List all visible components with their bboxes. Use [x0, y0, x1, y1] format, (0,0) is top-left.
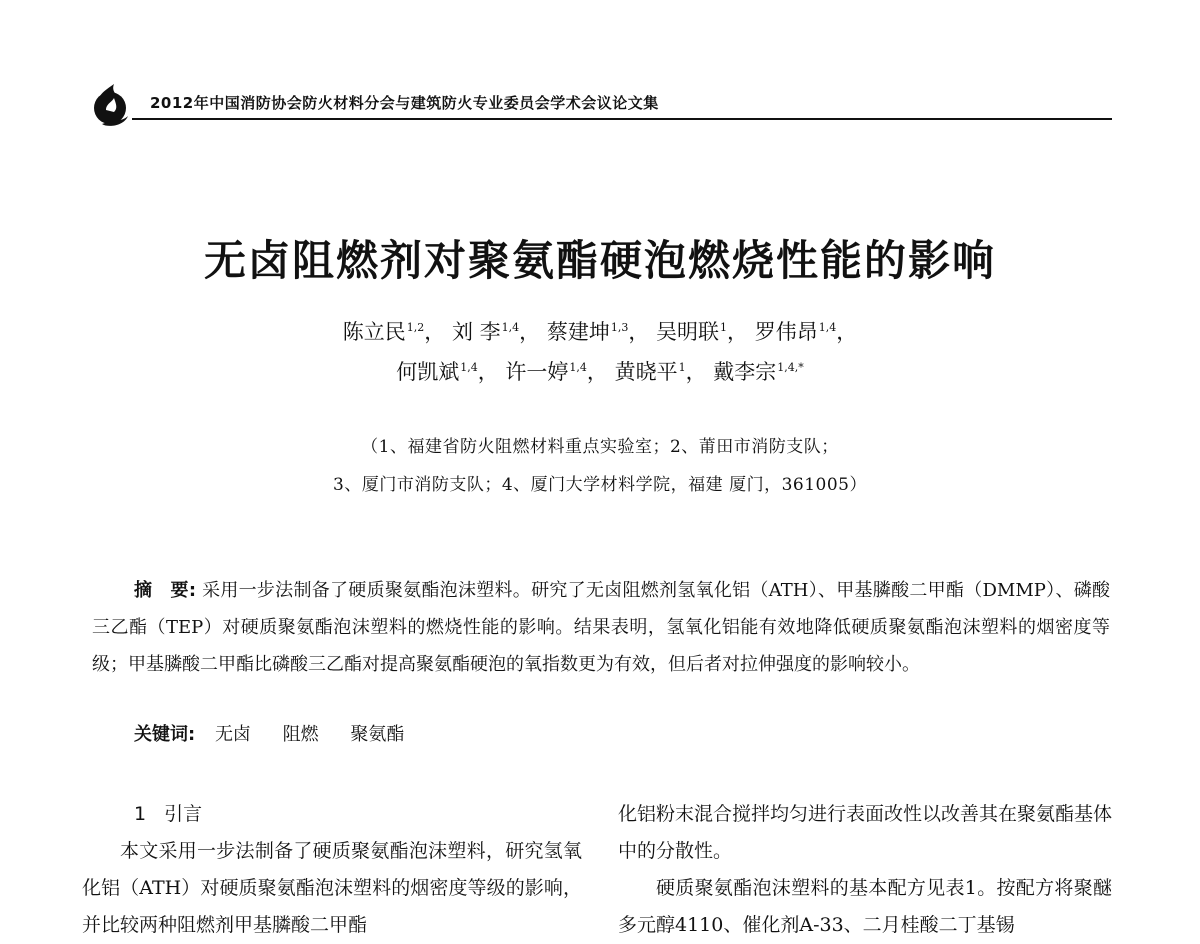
author-name: 何凯斌	[396, 360, 460, 384]
abstract-label: 摘 要:	[134, 580, 197, 601]
author-name: 刘 李	[451, 320, 501, 344]
author-line-2: 何凯斌$^{1,4}$， 许一婷$^{1,4}$， 黄晓平$^1$， 戴李宗$^{1,4,*}$	[396, 360, 804, 384]
affiliation-line-1: （1、福建省防火阻燃材料重点实验室；2、莆田市消防支队；	[361, 437, 839, 457]
author-affil-sup: 1	[720, 321, 728, 334]
author-affil-sup: 1,4,*	[777, 361, 804, 374]
author-affil-sup: 1	[678, 361, 686, 374]
author-affil-sup: 1,3	[610, 321, 629, 334]
intro-paragraph-right-2: 硬质聚氨酯泡沫塑料的基本配方见表1。按配方将聚醚多元醇4110、催化剂A-33、二月桂酸二丁基锡	[618, 877, 1112, 936]
abstract-text: 采用一步法制备了硬质聚氨酯泡沫塑料。研究了无卤阻燃剂氢氧化铝（ATH）、甲基膦酸二甲酯（DMMP）、磷酸三乙酯（TEP）对硬质聚氨酯泡沫塑料的燃烧性能的影响。结果表明，氢氧化铝能有效地降低硬质聚氨酯泡沫塑料的烟密度等级；甲基膦酸二甲酯比磷酸三乙酯对提高聚氨酯硬泡的氧指数更为有效，但后者对拉伸强度的影响较小。	[92, 580, 1111, 675]
flame-logo-icon	[88, 80, 132, 128]
author-name: 黄晓平	[614, 360, 678, 384]
keywords-label: 关键词:	[134, 724, 196, 745]
author-affil-sup: 1,2	[406, 321, 425, 334]
author-affil-sup: 1,4	[818, 321, 837, 334]
author-affil-sup: 1,4	[501, 321, 520, 334]
body-column-left	[82, 796, 582, 944]
intro-paragraph-left: 本文采用一步法制备了硬质聚氨酯泡沫塑料，研究氢氧化铝（ATH）对硬质聚氨酯泡沫塑料的烟密度等级的影响，并比较两种阻燃剂甲基膦酸二甲酯	[82, 840, 582, 936]
author-line-1: 陈立民$^{1,2}$， 刘 李$^{1,4}$， 蔡建坤$^{1,3}$， 吴明联$^1$， 罗伟昂$^{1,4}$，	[342, 320, 858, 344]
body-column-right	[618, 796, 1112, 944]
author-name: 戴李宗	[713, 360, 777, 384]
author-name: 吴明联	[656, 320, 720, 344]
header-rule	[132, 118, 1112, 120]
keyword: 阻燃	[282, 724, 319, 745]
intro-paragraph-right-1: 化铝粉末混合搅拌均匀进行表面改性以改善其在聚氨酯基体中的分散性。	[618, 803, 1113, 862]
affiliation-line-2: 3、厦门市消防支队；4、厦门大学材料学院，福建 厦门，361005）	[333, 475, 867, 495]
author-affil-sup: 1,4	[460, 361, 478, 374]
author-affil-sup: 1,4	[569, 361, 587, 374]
journal-header: 2012年中国消防协会防火材料分会与建筑防火专业委员会学术会议论文集	[150, 94, 659, 112]
abstract	[92, 572, 1110, 683]
section-heading-intro	[134, 796, 582, 833]
keyword: 无卤	[214, 724, 251, 745]
keywords	[134, 720, 430, 746]
section-title: 引言	[164, 803, 203, 825]
author-name: 蔡建坤	[546, 320, 610, 344]
paper-title: 无卤阻燃剂对聚氨酯硬泡燃烧性能的影响	[203, 236, 996, 285]
author-name: 陈立民	[342, 320, 406, 344]
author-name: 许一婷	[505, 360, 569, 384]
section-number: 1	[134, 803, 147, 825]
keyword: 聚氨酯	[350, 724, 405, 745]
author-name: 罗伟昂	[754, 320, 818, 344]
